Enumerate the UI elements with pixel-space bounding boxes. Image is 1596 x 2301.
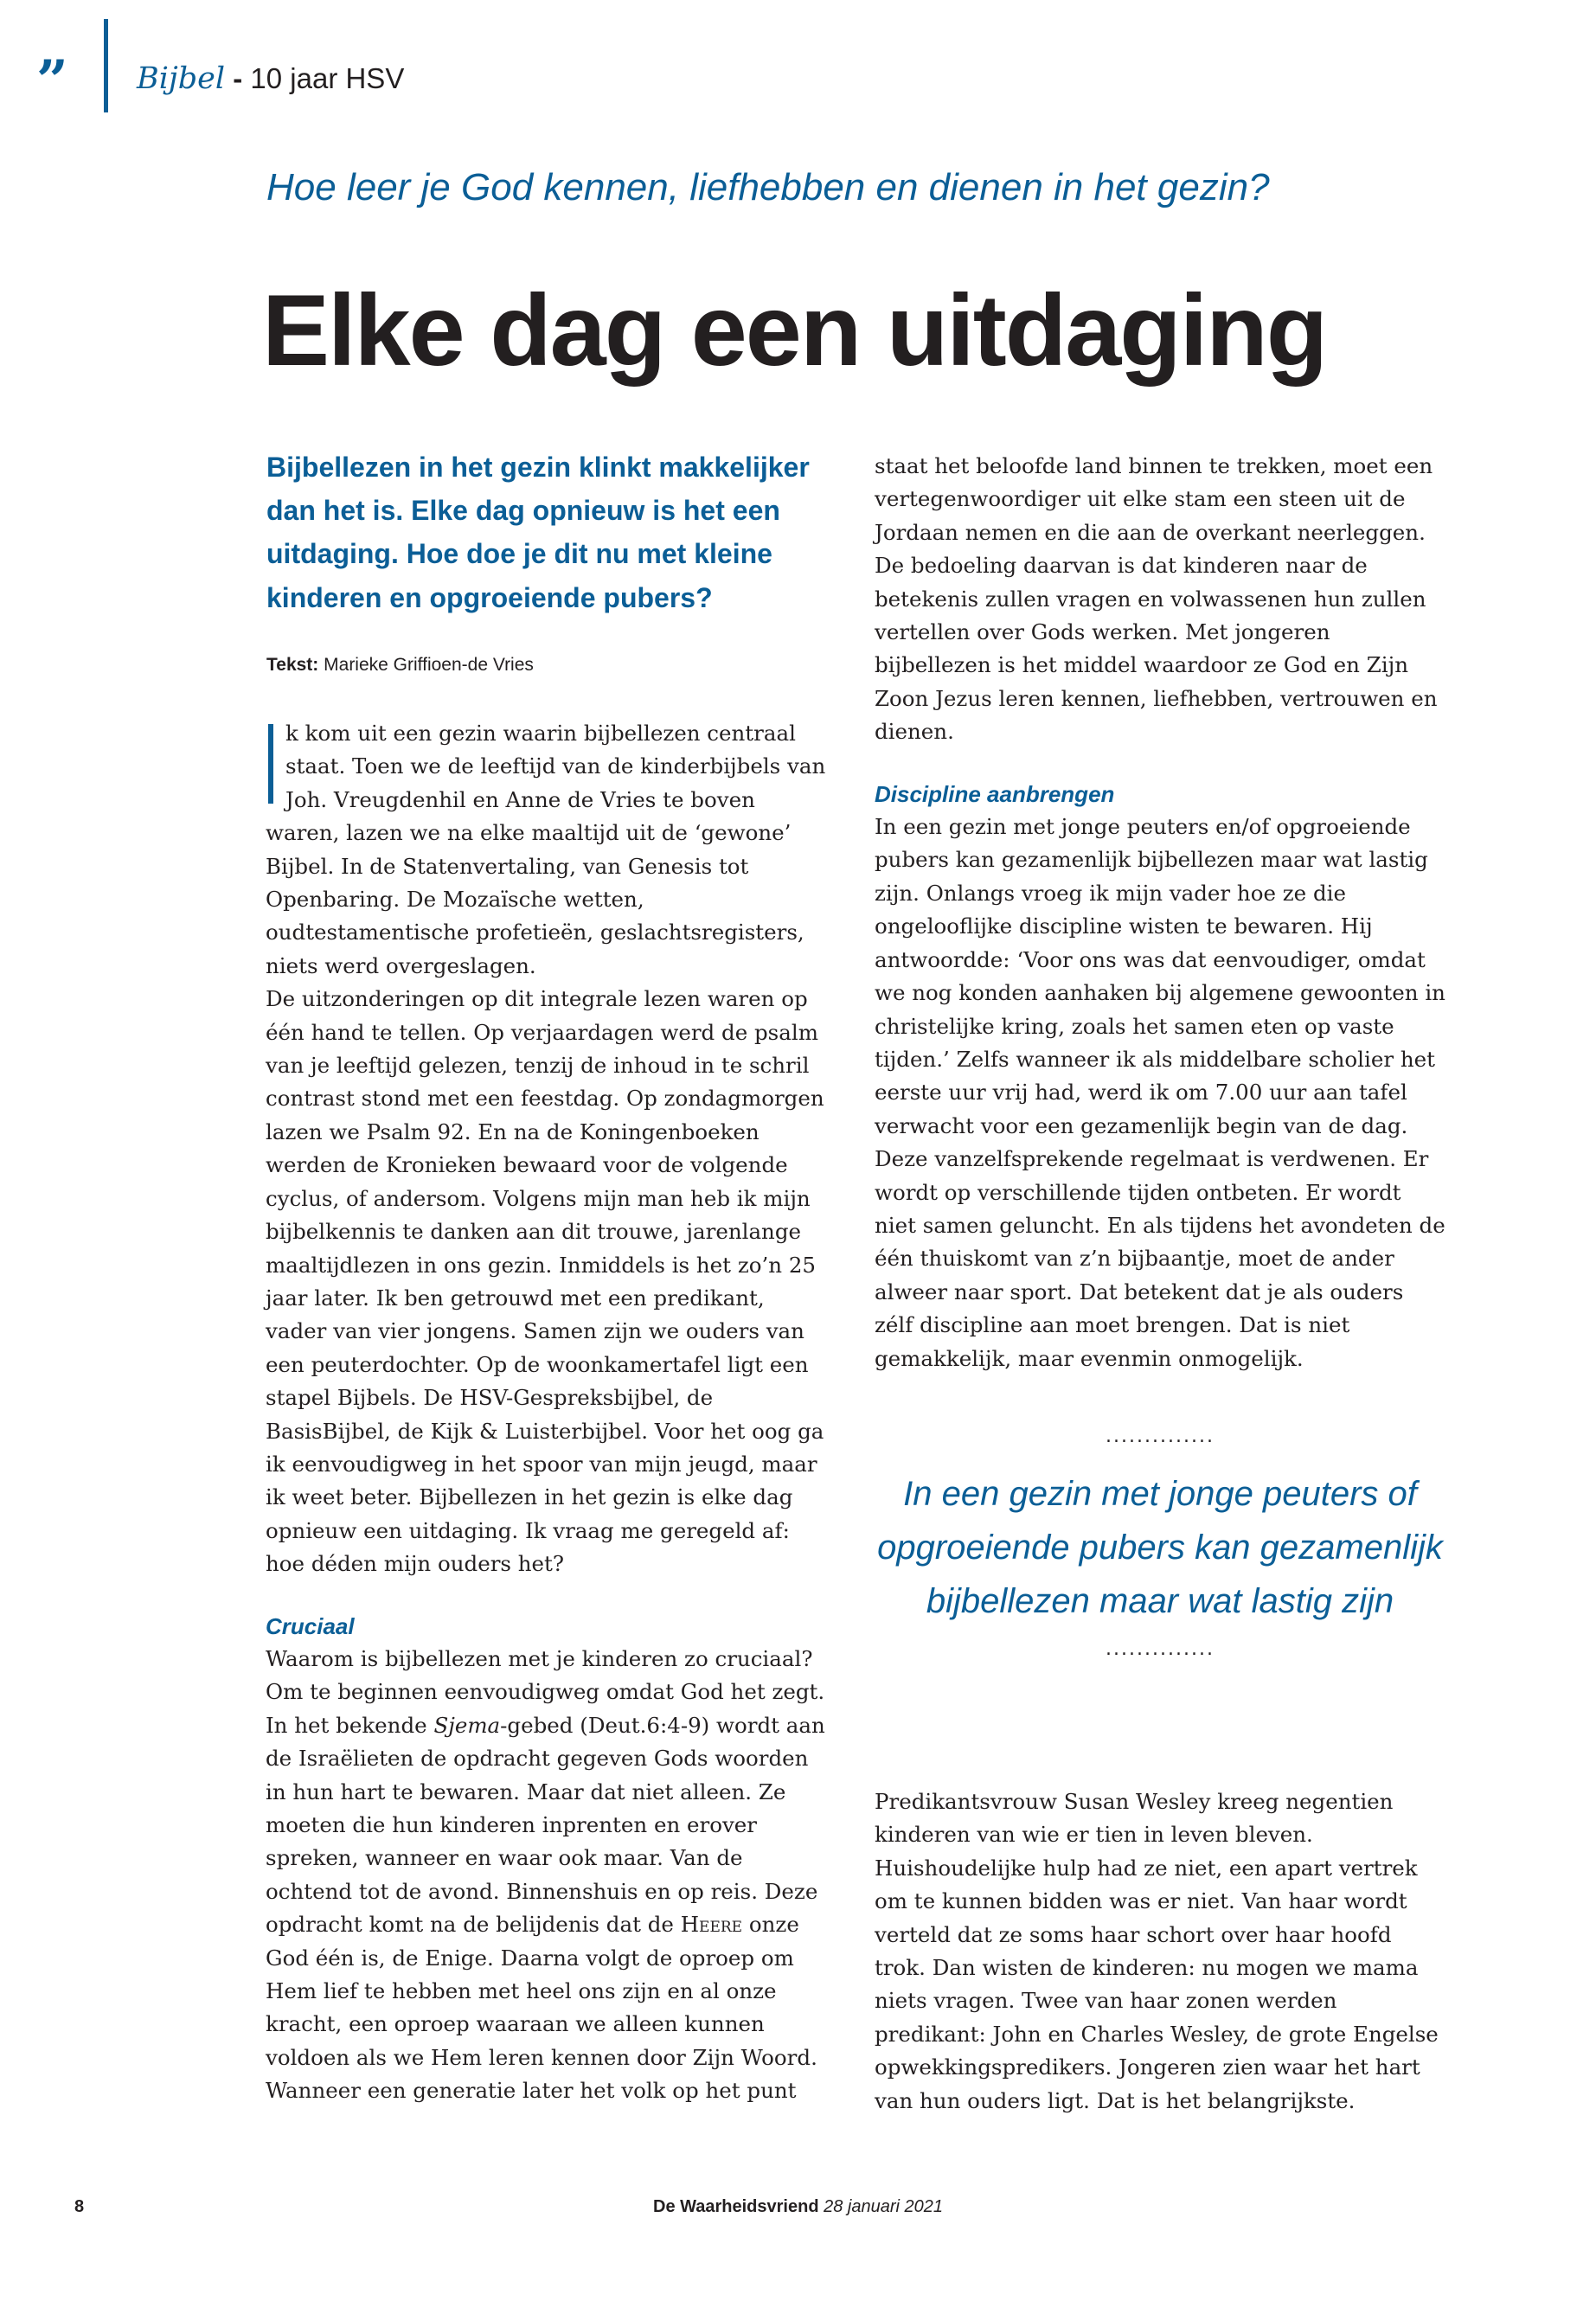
- issue-date: 28 januari 2021: [824, 2197, 943, 2216]
- pull-quote-text: In een gezin met jonge peuters of opgroeiende pubers kan gezamenlijk bijbellezen maar wat lastig zijn: [877, 1475, 1443, 1620]
- paragraph: In een gezin met jonge peuters en/of opgroeiende pubers kan gezamenlijk bijbellezen maar wat lastig zijn. Onlangs vroeg ik mijn vader hoe ze die ongelooflijke discipline wisten te bewaren. Hij antwoordde: ‘Voor ons was dat eenvoudiger, omdat we nog konden aanhaken bij algemene gewoonten in christelijke kring, zoals het samen eten op vaste tijden.’ Zelfs wanneer ik als middelbare scholier het eerste uur vrij had, werd ik om 7.00 uur aan tafel verwacht voor een gezamenlijk begin van de dag.: [875, 814, 1445, 1138]
- text-run: Waarom is bijbellezen met je kinderen zo cruciaal? Om te beginnen eenvoudigweg omdat God het zegt. In het bekende: [266, 1645, 825, 1738]
- byline: [266, 655, 534, 676]
- paragraph: Wanneer een generatie later het volk op het punt: [266, 2078, 797, 2104]
- section-separator: -: [225, 62, 251, 94]
- text-run: -gebed (Deut.6:4-9) wordt aan de Israëlieten de opdracht gegeven Gods woorden in hun hart te bewaren. Maar dat niet alleen. Ze moeten die hun kinderen inprenten en erover spreken, wanneer en waar ook maar. Van de ochtend tot de avond. Binnenshuis en op reis. Deze opdracht komt na de belijdenis dat de: [266, 1712, 825, 1938]
- paragraph-opening: [266, 717, 828, 983]
- intro-lead: Bijbellezen in het gezin klinkt makkelijker dan het is. Elke dag opnieuw is het een uitdaging. Hoe doe je dit nu met kleine kinderen en opgroeiende pubers?: [266, 452, 810, 613]
- header-divider: [104, 19, 108, 112]
- paragraph: [266, 1643, 828, 2074]
- spacer: [875, 749, 1445, 778]
- left-column: [266, 717, 828, 2108]
- right-column-bottom: [875, 1785, 1445, 2118]
- byline-label: Tekst:: [266, 655, 319, 675]
- subhead-cruciaal: Cruciaal: [266, 1612, 355, 1639]
- quote-mark-icon: ”: [36, 48, 68, 113]
- pull-quote-dots-top: ..............: [1106, 1426, 1215, 1447]
- pull-quote: [875, 1427, 1445, 1659]
- section-subtitle: 10 jaar HSV: [250, 62, 405, 94]
- paragraph-opening-text: k kom uit een gezin waarin bijbellezen centraal staat. Toen we de leeftijd van de kinderbijbels van Joh. Vreugdenhil en Anne de Vries te boven waren, lazen we na elke maaltijd uit de ‘gewone’ Bijbel. In de Statenvertaling, van Genesis tot Openbaring. De Mozaïsche wetten, oudtestamentische profetieën, geslachtsregisters, niets werd overgeslagen.: [266, 721, 826, 978]
- paragraph: Deze vanzelfsprekende regelmaat is verdwenen. Er wordt op verschillende tijden ontbeten. Er wordt niet samen geluncht. En als tijdens het avondeten de één thuiskomt van z’n bijbaantje, moet de ander alweer naar sport. Dat betekent dat je als ouders zélf discipline aan moet brengen. Dat is niet gemakkelijk, maar evenmin onmogelijk.: [875, 1146, 1445, 1371]
- paragraph: Predikantsvrouw Susan Wesley kreeg negentien kinderen van wie er tien in leven bleven. Huishoudelijke hulp had ze niet, een apart vertrek om te kunnen bidden was er niet. Van haar wordt verteld dat ze soms haar schort over haar hoofd trok. Dan wisten de kinderen: nu mogen we mama niets vragen. Twee van haar zonen werden predikant: John en Charles Wesley, de grote Engelse opwekkingspredikers. Jongeren zien waar het hart van hun ouders ligt. Dat is het belangrijkste.: [875, 1789, 1439, 2113]
- section-script: Bijbel: [137, 61, 226, 96]
- text-run-italic: Sjema: [433, 1712, 501, 1738]
- section-label: [137, 61, 404, 97]
- subhead-discipline: Discipline aanbrengen: [875, 780, 1115, 807]
- right-column-top: [875, 450, 1445, 1375]
- text-run-smallcaps: Heere: [680, 1912, 743, 1938]
- text-run: onze God één is, de Enige. Daarna volgt de oproep om Hem lief te hebben met heel ons zijn en al onze kracht, een oproep waaraan we alleen kunnen voldoen als we Hem leren kennen door Zijn Woord.: [266, 1912, 817, 2070]
- drop-cap-bar: [268, 724, 273, 804]
- byline-author: Marieke Griffioen-de Vries: [324, 655, 534, 675]
- kicker: Hoe leer je God kennen, liefhebben en dienen in het gezin?: [266, 166, 1270, 208]
- pull-quote-dots-bottom: ..............: [1106, 1638, 1215, 1660]
- magazine-name: De Waarheidsvriend: [653, 2197, 819, 2216]
- paragraph: staat het beloofde land binnen te trekken, moet een vertegenwoordiger uit elke stam een steen uit de Jordaan nemen en die aan de overkant neerleggen. De bedoeling daarvan is dat kinderen naar de betekenis zullen vragen en volwassenen hun zullen vertellen over Gods werken. Met jongeren bijbellezen is het middel waardoor ze God en Zijn Zoon Jezus leren kennen, liefhebben, vertrouwen en dienen.: [875, 453, 1438, 745]
- footer-publication: [0, 2197, 1596, 2217]
- paragraph: De uitzonderingen op dit integrale lezen waren op één hand te tellen. Op verjaardagen werd de psalm van je leeftijd gelezen, tenzij de inhoud in te schril contrast stond met een feestdag. Op zondagmorgen lazen we Psalm 92. En na de Koningenboeken werden de Kronieken bewaard voor de volgende cyclus, of andersom. Volgens mijn man heb ik mijn bijbelkennis te danken aan dit trouwe, jarenlange maaltijdlezen in ons gezin. Inmiddels is het zo’n 25 jaar later. Ik ben getrouwd met een predikant, vader van vier jongens. Samen zijn we ouders van een peuterdochter. Op de woonkamertafel ligt een stapel Bijbels. De HSV-Gespreksbijbel, de BasisBijbel, de Kijk & Luisterbijbel. Voor het oog ga ik eenvoudigweg in het spoor van mijn jeugd, maar ik weet beter. Bijbellezen in het gezin is elke dag opnieuw een uitdaging. Ik vraag me geregeld af: hoe déden mijn ouders het?: [266, 986, 824, 1577]
- spacer: [266, 1581, 828, 1610]
- page-number: 8: [74, 2197, 85, 2216]
- page-title: Elke dag een uitdaging: [262, 273, 1327, 387]
